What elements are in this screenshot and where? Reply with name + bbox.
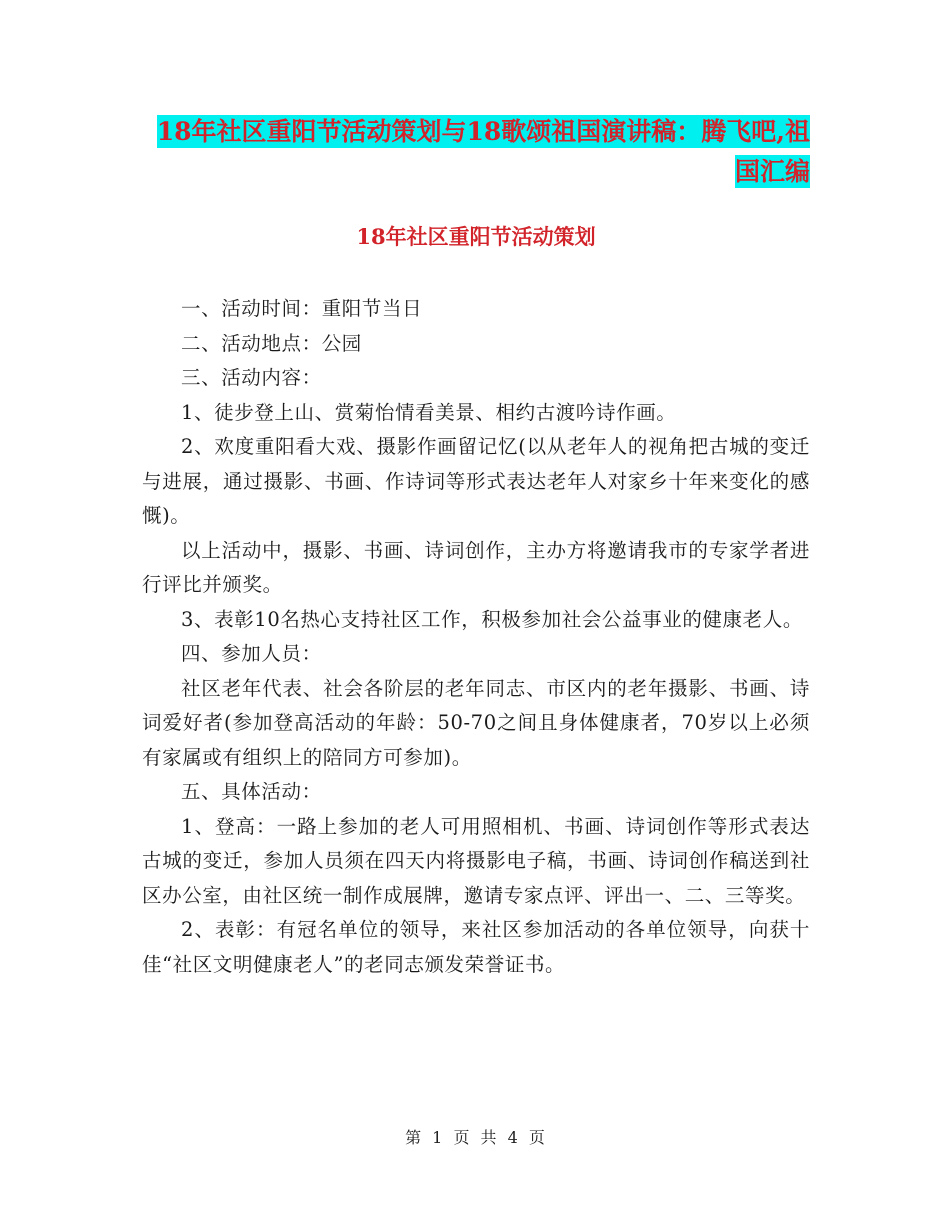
paragraph-activity-location: 二、活动地点：公园 [181,331,362,355]
paragraph-content-item-2: 2、欢度重阳看大戏、摄影作画留记忆(以从老年人的视角把古城的变迁与进展，通过摄影、书画、作诗词等形式表达老年人对家乡十年来变化的感慨)。 [142,435,810,527]
paragraph-commendation: 2、表彰：有冠名单位的领导，来社区参加活动的各单位领导，向获十佳“社区文明健康老人”的老同志颁发荣誉证书。 [142,918,810,976]
paragraph-activity-time: 一、活动时间：重阳节当日 [181,297,423,320]
section-title: 18年社区重阳节活动策划 [356,224,596,249]
document-title-text: 18年社区重阳节活动策划与18歌颂祖国演讲稿：腾飞吧,祖国汇编 [156,117,810,186]
paragraph-content-item-3: 3、表彰10名热心支持社区工作，积极参加社会公益事业的健康老人。 [181,607,803,631]
paragraph-content-item-1: 1、徒步登上山、赏菊怡情看美景、相约古渡吟诗作画。 [181,400,677,424]
document-body [142,292,810,982]
document-title [142,112,810,192]
paragraph-judging-note: 以上活动中，摄影、书画、诗词创作，主办方将邀请我市的专家学者进行评比并颁奖。 [142,538,810,596]
paragraph-specific-activities-heading: 五、具体活动： [181,780,322,803]
paragraph-participants-heading: 四、参加人员： [181,642,322,665]
paragraph-activity-content-heading: 三、活动内容： [181,366,322,389]
page-indicator: 第 1 页 共 4 页 [405,1128,545,1147]
paragraph-participants: 社区老年代表、社会各阶层的老年同志、市区内的老年摄影、书画、诗词爱好者(参加登高活动的年龄：50-70之间且身体健康者，70岁以上必须有家属或有组织上的陪同方可参加)。 [142,676,810,769]
paragraph-climbing: 1、登高：一路上参加的老人可用照相机、书画、诗词创作等形式表达古城的变迁，参加人员须在四天内将摄影电子稿，书画、诗词创作稿送到社区办公室，由社区统一制作成展牌，邀请专家点评、评出一、二、三等奖。 [142,814,810,907]
